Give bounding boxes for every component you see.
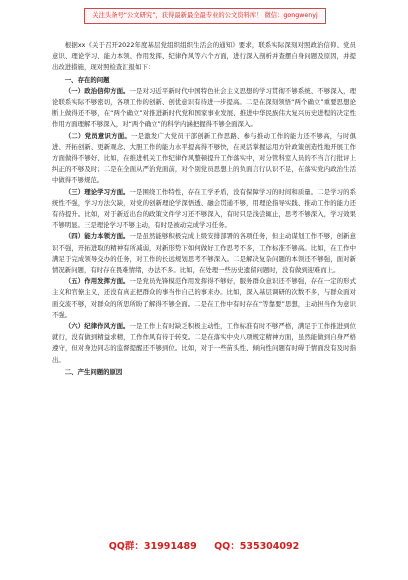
problem-item-lead: （五）作用发挥方面。 [64,277,130,286]
problem-item-text: 一是对习近平新时代中国特色社会主义思想的学习贯彻不够系统、不够深入，理论联系实际不够密切，各项工作的创新、创优意识有待进一步提高。二是在深刻领悟“两个确立”重要思想论断上做得还不够，在“两个确立”对推进新时代党和国家事业发展、推进中华民族伟大复兴历史进程的决定性作用方面理解不够深入，对“两个确立”的科学内涵把握得不够全面深入。 [52,86,357,129]
section-heading-2: 二、产生问题的原因 [64,367,123,376]
document-body [52,40,356,378]
intro-paragraph: 根据xx《关于召开2022年度基层党组织组织生活会的通知》要求，联系实际深刻对照政治信仰、党员意识、理论学习、能力本领、作用发挥、纪律作风等六个方面，进行深入剖析并查摆自身问题及原因，并提出改进措施，现对照检查汇报如下： [52,41,356,72]
qq-group-text: QQ群：31991489 [108,541,197,552]
problem-item [52,276,356,321]
problem-item [52,231,356,276]
problem-item-text: 一是虽然能够积极完成上级安排部署的各项任务，但主动谋划工作不够，创新意识不强，开拓进取的精神有所减弱，对新形势下如何做好工作思考不多，工作标准不够高。比如，在工作中满足于完成领导交办的任务，对工作的长远规划思考不够深入。二是解决复杂问题的本领还不够强，面对新情况新问题，有时存在畏难情绪，办法不多。比如，在处理一些历史遗留问题时，没有做到迎难而上。 [52,232,357,275]
section-heading-1: 一、存在的问题 [64,75,110,84]
problem-item-text: 一是激发广大党员干部创新工作思路、参与推动工作的能力还不够高，与时俱进、开拓创新、更新观念、大胆工作的能力水平提高得不够快，在灵活掌握运用方针政策创造性地开展工作方面做得不够好、比如，在推进机关工作纪律作风整顿提升工作落实中，对分管科室人员的不当言行批评上纠正的不够及时；二是在全面从严治党面前，对个别党员思想上的负面言行认识不足，在落实党内政治生活中做得不够规范。 [52,131,357,185]
problem-item-lead: （二）党员意识方面。 [64,131,132,140]
problem-item-text: 一是围绕工作特性，存在工学矛盾，没有保障学习的时间和质量。二是学习的系统性不强，学习方法欠缺，对党的创新理论学深悟透、融会贯通不够，用理论指导实践、推动工作的能力还有待提升。比如，对于新近出台的政策文件学习还不够深入，有时只是浅尝辄止，思考不够深入，学习效果不够明显。三是理论学习不够主动，有时是被动完成学习任务。 [52,187,357,230]
problem-item [52,321,356,366]
problem-item [52,187,356,232]
top-banner: 关注头条号“公文研究”，获得最新最全最专业的公文资料库！ 微信：gongwenyj [84,8,326,24]
problem-list [52,86,356,366]
qq-text: QQ：535304092 [214,541,300,552]
problem-item-lead: （四）能力本领方面。 [64,232,130,241]
problem-item-lead: （一）政治信仰方面。 [64,86,130,95]
problem-item-lead: （六）纪律作风方面。 [64,322,130,331]
problem-item-text: 一是党员先锋模范作用发挥得不够好，服务群众意识还不够强，存在一定的形式主义和官僚主义，还没有真正把群众的事当作自己的事来办。比如，深入基层调研的次数不多，与群众面对面交流不够，对群众的所思所盼了解得不够全面。二是在工作中有时存在“等靠要”思想，主动担当作为意识不强。 [52,277,357,319]
problem-item-lead: （三）理论学习方面。 [64,187,130,196]
problem-item [52,131,356,187]
footer-contacts [0,540,408,554]
problem-item-text: 一是工作上有时缺乏积极主动性，工作标准有时不够严格，满足于工作推进到位就行，没有做到精益求精，工作作风有待于转变。二是在落实中央八项规定精神方面，虽然能做到自身严格遵守，但对身边同志的监督提醒还不够到位。比如，对于一些苗头性、倾向性问题有时碍于情面没有及时指出。 [52,322,357,364]
problem-item [52,86,356,131]
